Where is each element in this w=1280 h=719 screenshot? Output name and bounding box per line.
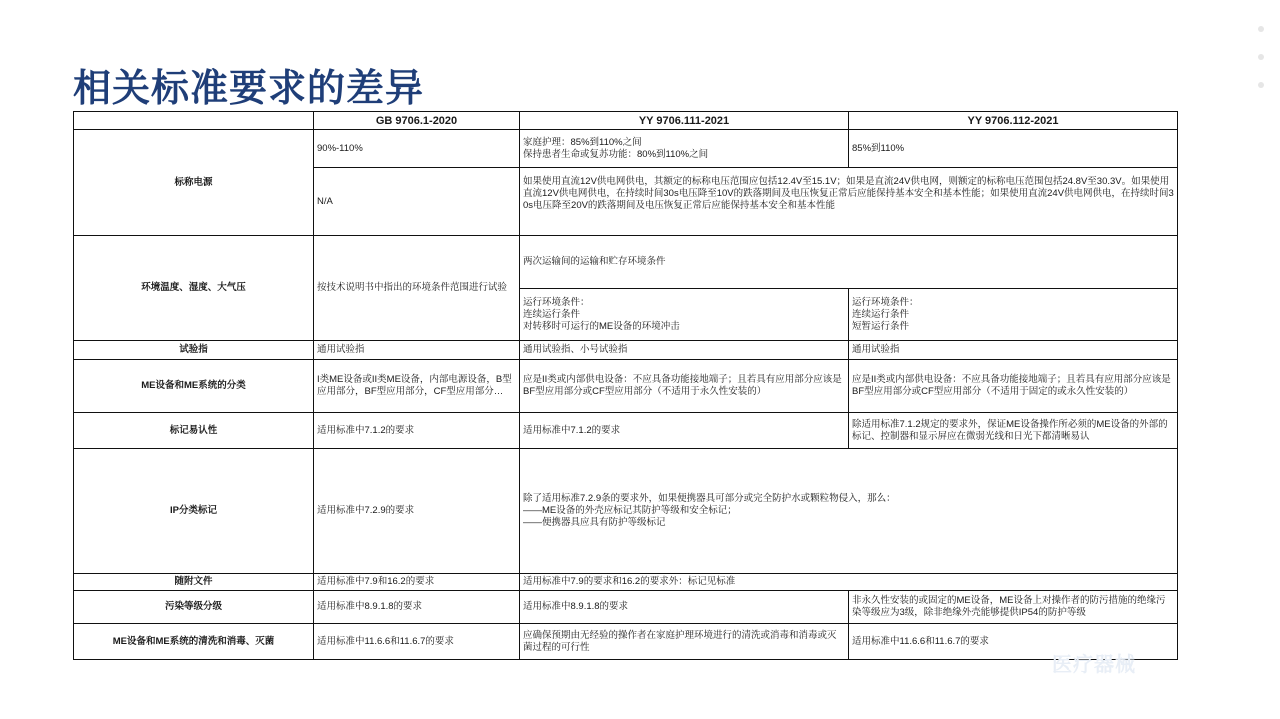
cell-env-yy111 bbox=[520, 289, 849, 341]
cell-line: 运行环境条件： bbox=[852, 296, 919, 308]
cell-env-gb: 按技术说明书中指出的环境条件范围进行试验 bbox=[314, 236, 520, 341]
header-blank bbox=[74, 112, 314, 130]
row-label-marking: 标记易认性 bbox=[74, 413, 314, 449]
cell-line: 短暂运行条件 bbox=[852, 320, 910, 332]
header-row bbox=[74, 112, 1178, 130]
cell-clean-yy112: 适用标准中11.6.6和11.6.7的要求 bbox=[849, 624, 1178, 660]
cell-classify-yy112: 应是II类或内部供电设备：不应具备功能接地端子；且若具有应用部分应该是BF型应用部分或CF型应用部分（不适用于固定的或永久性安装的） bbox=[849, 360, 1178, 413]
cell-docs-yy: 适用标准中7.9的要求和16.2的要求外：标记见标准 bbox=[520, 574, 1178, 591]
row-label-documents: 随附文件 bbox=[74, 574, 314, 591]
row-label-pollution: 污染等级分级 bbox=[74, 591, 314, 624]
cell-line: 对转移时可运行的ME设备的环境冲击 bbox=[523, 320, 680, 332]
cell-classify-gb: I类ME设备或II类ME设备，内部电源设备，B型应用部分，BF型应用部分，CF型应用部分… bbox=[314, 360, 520, 413]
row-label-cleaning: ME设备和ME系统的清洗和消毒、灭菌 bbox=[74, 624, 314, 660]
cell-clean-gb: 适用标准中11.6.6和11.6.7的要求 bbox=[314, 624, 520, 660]
table-row bbox=[74, 624, 1178, 660]
cell-env-yy-transport: 两次运输间的运输和贮存环境条件 bbox=[520, 236, 1178, 289]
row-label-test-finger: 试验指 bbox=[74, 341, 314, 360]
cell-marking-yy112: 除适用标准7.1.2规定的要求外，保证ME设备操作所必须的ME设备的外部的标记、控制器和显示屏应在微弱光线和日光下都清晰易认 bbox=[849, 413, 1178, 449]
cell-ip-yy bbox=[520, 449, 1178, 574]
row-label-classification: ME设备和ME系统的分类 bbox=[74, 360, 314, 413]
cell-clean-yy111: 应确保预期由无经验的操作者在家庭护理环境进行的清洗或消毒和消毒或灭菌过程的可行性 bbox=[520, 624, 849, 660]
cell-pollution-gb: 适用标准中8.9.1.8的要求 bbox=[314, 591, 520, 624]
row-label-environment: 环境温度、湿度、大气压 bbox=[74, 236, 314, 341]
cell-finger-yy111: 通用试验指、小号试验指 bbox=[520, 341, 849, 360]
page-title: 相关标准要求的差异 bbox=[73, 66, 425, 110]
cell-power-yy112: 85%到110% bbox=[849, 130, 1178, 168]
cell-marking-yy111: 适用标准中7.1.2的要求 bbox=[520, 413, 849, 449]
cell-docs-gb: 适用标准中7.9和16.2的要求 bbox=[314, 574, 520, 591]
table-row bbox=[74, 574, 1178, 591]
cell-power-yy111 bbox=[520, 130, 849, 168]
row-label-power: 标称电源 bbox=[74, 130, 314, 236]
cell-line: 运行环境条件： bbox=[523, 296, 590, 308]
cell-power-gb: 90%-110% bbox=[314, 130, 520, 168]
cell-finger-yy112: 通用试验指 bbox=[849, 341, 1178, 360]
cell-pollution-yy111: 适用标准中8.9.1.8的要求 bbox=[520, 591, 849, 624]
header-yy-9706-112: YY 9706.112-2021 bbox=[849, 112, 1178, 130]
cell-ip-gb: 适用标准中7.2.9的要求 bbox=[314, 449, 520, 574]
cell-finger-gb: 通用试验指 bbox=[314, 341, 520, 360]
cell-power-gb-na: N/A bbox=[314, 168, 520, 236]
cell-line: ——ME设备的外壳应标记其防护等级和安全标记； bbox=[523, 505, 737, 516]
cell-classify-yy111: 应是II类或内部供电设备：不应具备功能接地端子；且若具有应用部分应该是BF型应用部分或CF型应用部分（不适用于永久性安装的） bbox=[520, 360, 849, 413]
table-row bbox=[74, 341, 1178, 360]
decorative-dots bbox=[1254, 26, 1268, 96]
comparison-table bbox=[73, 111, 1178, 660]
cell-line: 家庭护理：85%到110%之间 bbox=[523, 136, 642, 148]
table-row bbox=[74, 591, 1178, 624]
header-yy-9706-111: YY 9706.111-2021 bbox=[520, 112, 849, 130]
cell-env-yy112 bbox=[849, 289, 1178, 341]
header-gb-9706-1: GB 9706.1-2020 bbox=[314, 112, 520, 130]
cell-line: 连续运行条件 bbox=[852, 308, 910, 320]
cell-power-yy-dc: 如果使用直流12V供电网供电，其额定的标称电压范围应包括12.4V至15.1V；如果是直流24V供电网，则额定的标称电压范围包括24.8V至30.3V。如果使用直流12V供电网供电，在持续时间30s电压降至10V的跌落期间及电压恢复正常后应能保持基本安全和基本性能；如果使用直流24V供电网供电，在持续时间30s电压降至20V的跌落期间及电压恢复正常后应能保持基本安全和基本性能 bbox=[520, 168, 1178, 236]
cell-pollution-yy112: 非永久性安装的或固定的ME设备，ME设备上对操作者的防污措施的绝缘污染等级应为3级，除非绝缘外壳能够提供IP54的防护等级 bbox=[849, 591, 1178, 624]
table-row bbox=[74, 449, 1178, 574]
cell-line: 连续运行条件 bbox=[523, 308, 581, 320]
cell-line: ——便携器具应具有防护等级标记 bbox=[523, 517, 666, 528]
row-label-ip: IP分类标记 bbox=[74, 449, 314, 574]
table-row bbox=[74, 413, 1178, 449]
table-row bbox=[74, 130, 1178, 168]
cell-line: 除了适用标准7.2.9条的要求外，如果便携器具可部分或完全防护水或颗粒物侵入，那么： bbox=[523, 493, 896, 504]
watermark: 医疗器械 bbox=[1052, 654, 1136, 676]
cell-line: 保持患者生命或复苏功能：80%到110%之间 bbox=[523, 148, 709, 160]
table-row bbox=[74, 236, 1178, 289]
table-row bbox=[74, 360, 1178, 413]
cell-marking-gb: 适用标准中7.1.2的要求 bbox=[314, 413, 520, 449]
